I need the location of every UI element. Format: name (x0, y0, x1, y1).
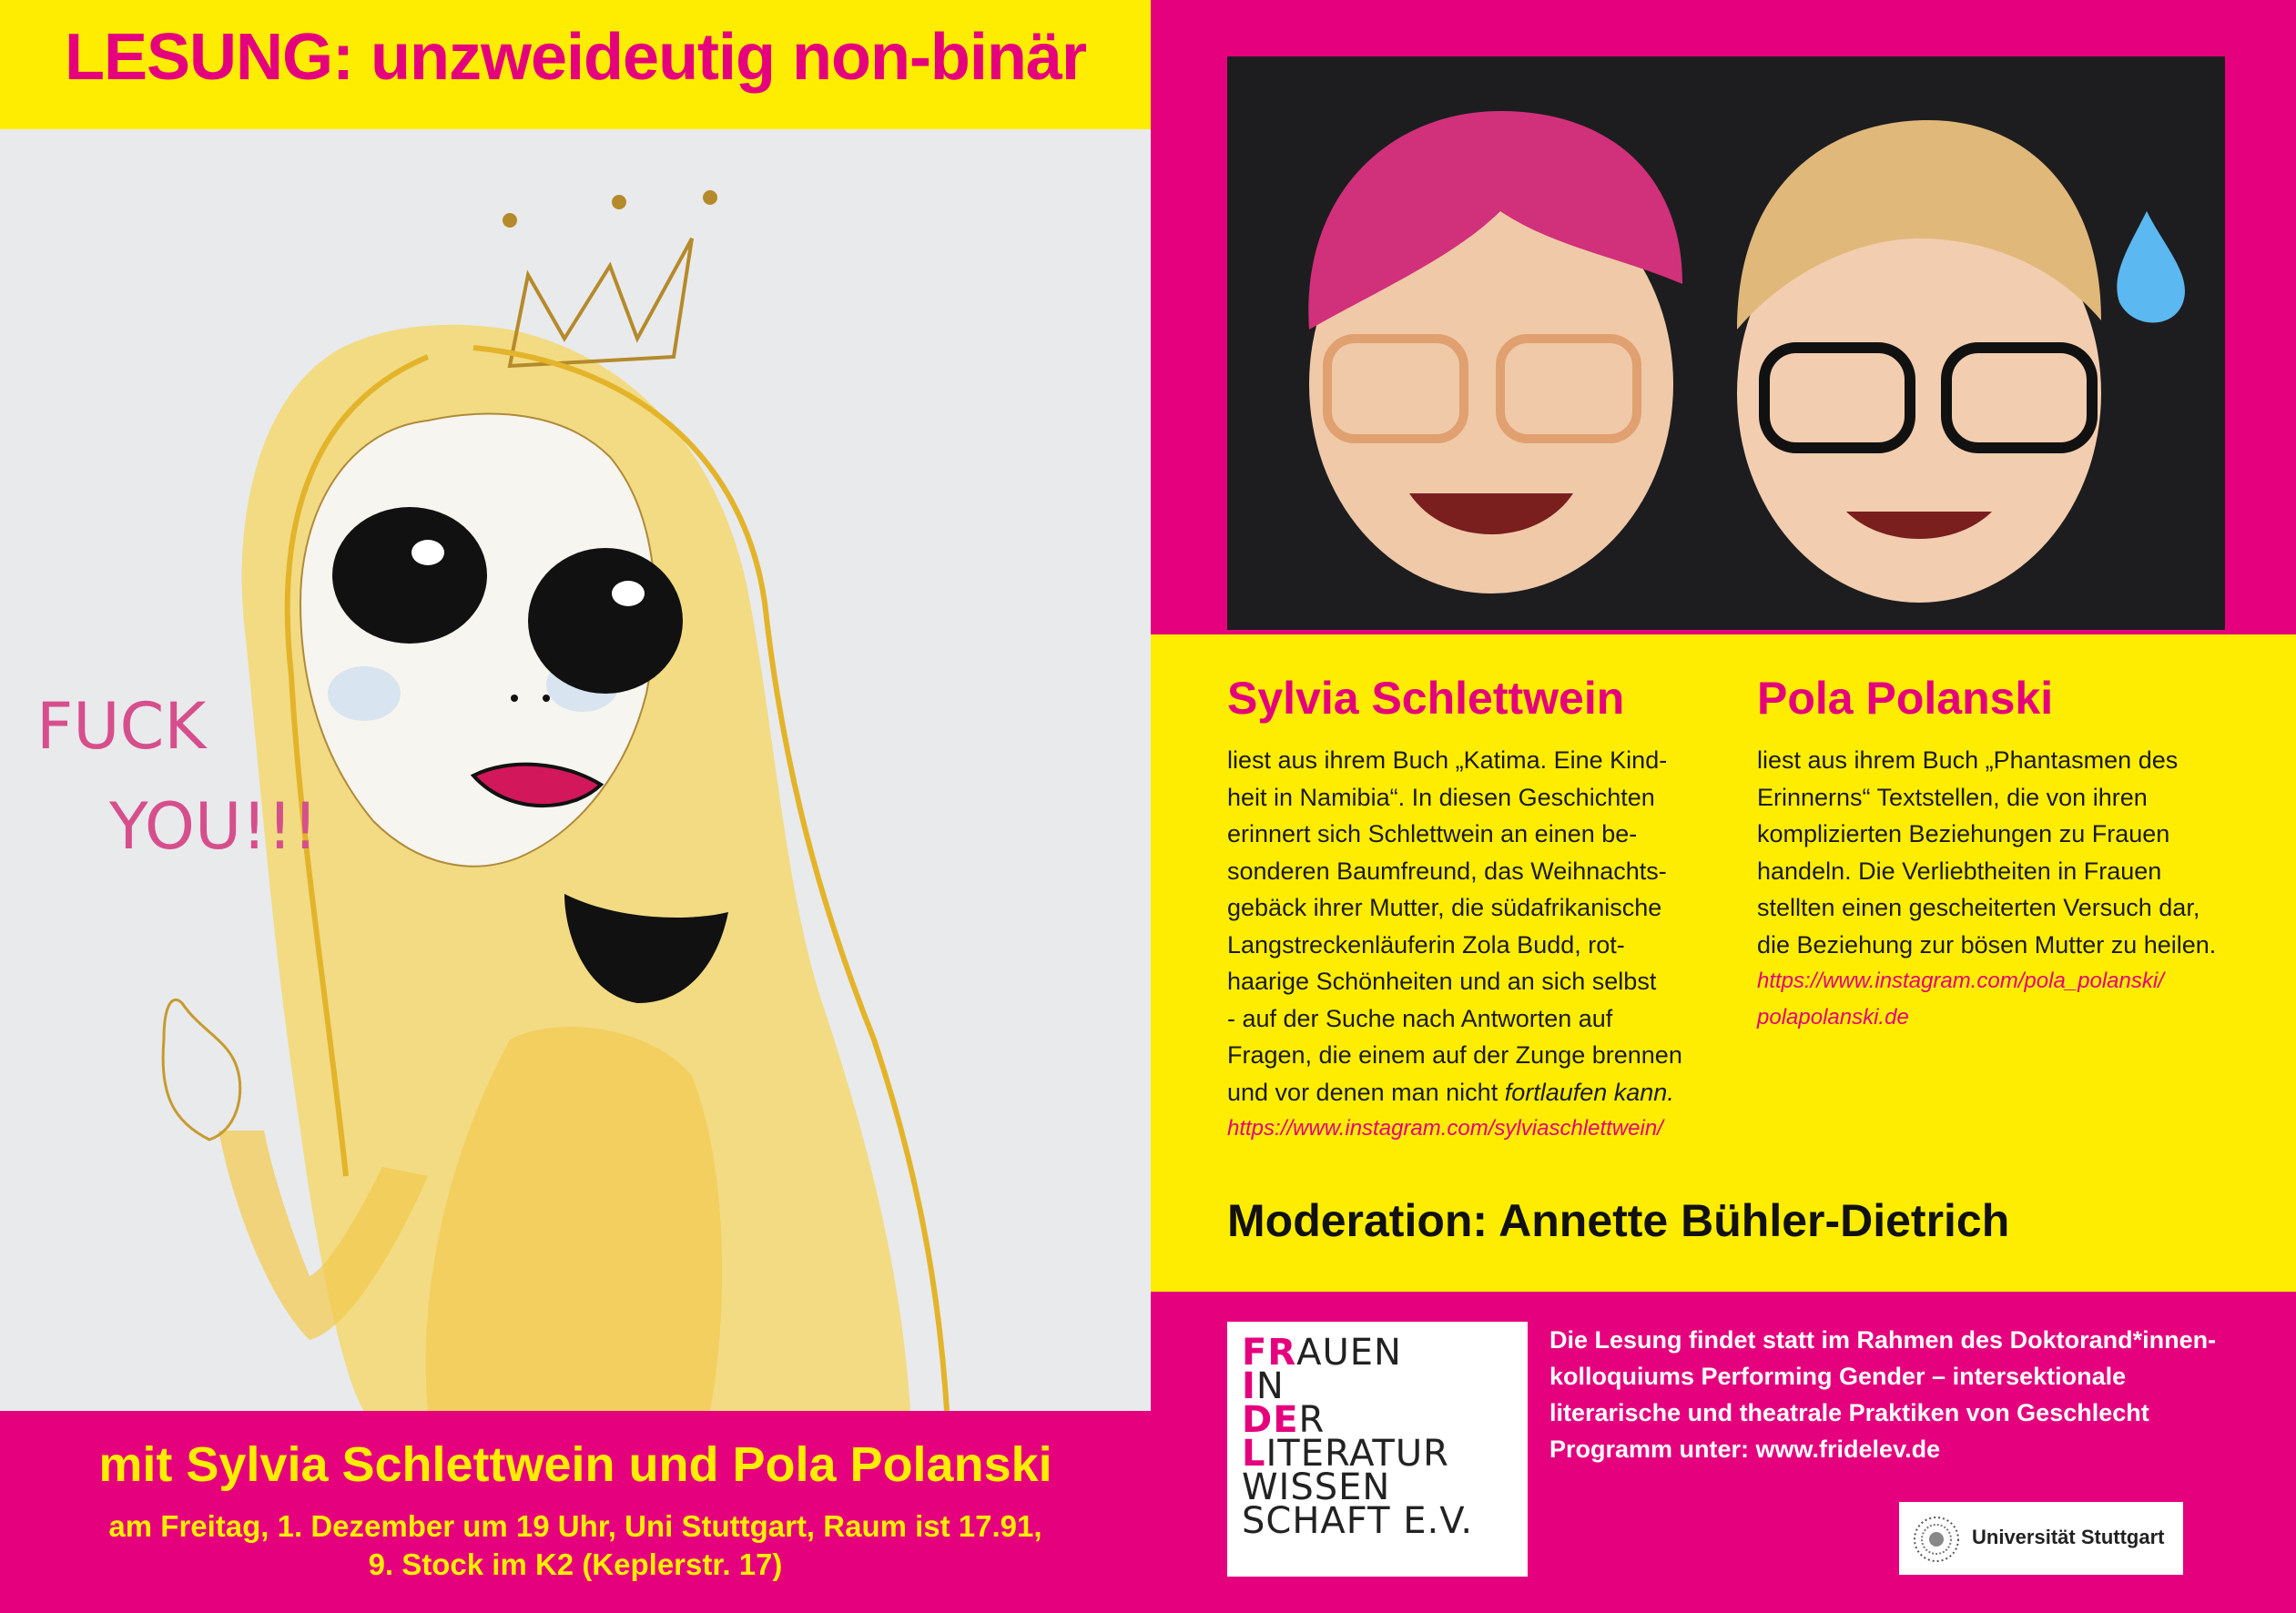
event-details-banner (0, 1411, 1151, 1613)
info-line: kolloquiums Performing Gender – intersektionale (1549, 1363, 2127, 1390)
info-line-website[interactable]: Programm unter: www.fridelev.de (1549, 1435, 1941, 1463)
crown-jewel-1 (503, 213, 517, 228)
moderation-credit: Moderation: Annette Bühler-Dietrich (1227, 1195, 2010, 1246)
logo-line: IN (1242, 1365, 1285, 1407)
event-address: 9. Stock im K2 (Keplerstr. 17) (368, 1547, 783, 1581)
eye-right (528, 548, 683, 694)
bio-last-plain: und vor denen man nicht (1227, 1078, 1505, 1106)
logo-line: SCHAFT E.V. (1242, 1500, 1474, 1542)
crown-jewel-3 (703, 190, 717, 205)
bio-line: handeln. Die Verliebtheiten in Frauen (1757, 857, 2162, 885)
bio-line: Langstreckenläuferin Zola Budd, rot- (1227, 930, 1625, 959)
event-title: LESUNG: unzweideutig non-binär (65, 21, 1086, 94)
author-name-pola: Pola Polanski (1757, 673, 2054, 724)
bio-line: Fragen, die einem auf der Zunge brennen (1227, 1041, 1682, 1069)
bio-line: Erinnerns“ Textstellen, die von ihren (1757, 783, 2148, 811)
sweat-drop-icon (2117, 211, 2185, 323)
eye-right-highlight (612, 581, 645, 606)
logo-line: WISSEN (1242, 1466, 1391, 1508)
info-line: literarische und theatrale Praktiken von Geschlecht (1549, 1399, 2149, 1426)
handwritten-text-1: FUCK (36, 689, 207, 764)
logo-line: FRAUEN (1242, 1332, 1402, 1374)
fridel-logo (1227, 1322, 1528, 1577)
logo-line: DER (1242, 1399, 1326, 1441)
princess-drawing (0, 129, 1151, 1411)
bio-line: heit in Namibia“. In diesen Geschichten (1227, 783, 1655, 811)
nose-dot-2 (543, 695, 550, 702)
event-date-location: am Freitag, 1. Dezember um 19 Uhr, Uni Stuttgart, Raum ist 17.91, (108, 1509, 1042, 1543)
author-name-sylvia: Sylvia Schlettwein (1227, 673, 1625, 724)
author-avatars-photo (1227, 56, 2225, 630)
bio-line: liest aus ihrem Buch „Phantasmen des (1757, 746, 2179, 774)
info-line: Die Lesung findet statt im Rahmen des Doktorand*innen- (1549, 1326, 2217, 1354)
bio-line: haarige Schönheiten und an sich selbst (1227, 968, 1657, 995)
crown-jewel-2 (612, 195, 626, 209)
bio-line: - auf der Suche nach Antworten auf (1227, 1004, 1613, 1032)
author-bio-sylvia (1227, 742, 1701, 1147)
nose-dot (511, 695, 518, 702)
bio-line: gebäck ihrer Mutter, die südafrikanische (1227, 894, 1662, 921)
cheek-left (328, 666, 401, 721)
website-link-pola[interactable]: polapolanski.de (1757, 1005, 1909, 1030)
title-banner (0, 0, 1151, 129)
colloquium-info (1549, 1322, 2260, 1467)
memoji-avatars (1227, 56, 2225, 630)
eye-left (332, 507, 487, 644)
bio-line: erinnert sich Schlettwein an einen be- (1227, 820, 1638, 847)
university-name: Universität Stuttgart (1972, 1526, 2165, 1548)
logo-line: LITERATUR (1242, 1433, 1449, 1475)
bio-line: komplizierten Beziehungen zu Frauen (1757, 820, 2170, 847)
bio-last-italic: fortlaufen kann. (1504, 1078, 1674, 1106)
bio-line: sonderen Baumfreund, das Weihnachts- (1227, 857, 1667, 885)
bio-line-last (1227, 1074, 1701, 1111)
university-seal-icon (1912, 1515, 1961, 1564)
bio-line: stellten einen gescheiterten Versuch dar, (1757, 894, 2200, 921)
instagram-link-pola[interactable]: https://www.instagram.com/pola_polanski/ (1757, 969, 2164, 993)
footer-headline: mit Sylvia Schlettwein und Pola Polanski (98, 1437, 1052, 1492)
hand (163, 999, 240, 1140)
handwritten-text-2: YOU!!! (109, 789, 319, 864)
bio-line: liest aus ihrem Buch „Katima. Eine Kind- (1227, 746, 1668, 774)
university-logo (1899, 1502, 2183, 1575)
artwork-illustration (0, 129, 1151, 1411)
instagram-link-sylvia[interactable]: https://www.instagram.com/sylviaschlettwein/ (1227, 1116, 1663, 1141)
bio-line: die Beziehung zur bösen Mutter zu heilen. (1757, 930, 2217, 959)
eye-left-highlight (411, 540, 444, 565)
author-bio-pola (1757, 742, 2249, 1036)
